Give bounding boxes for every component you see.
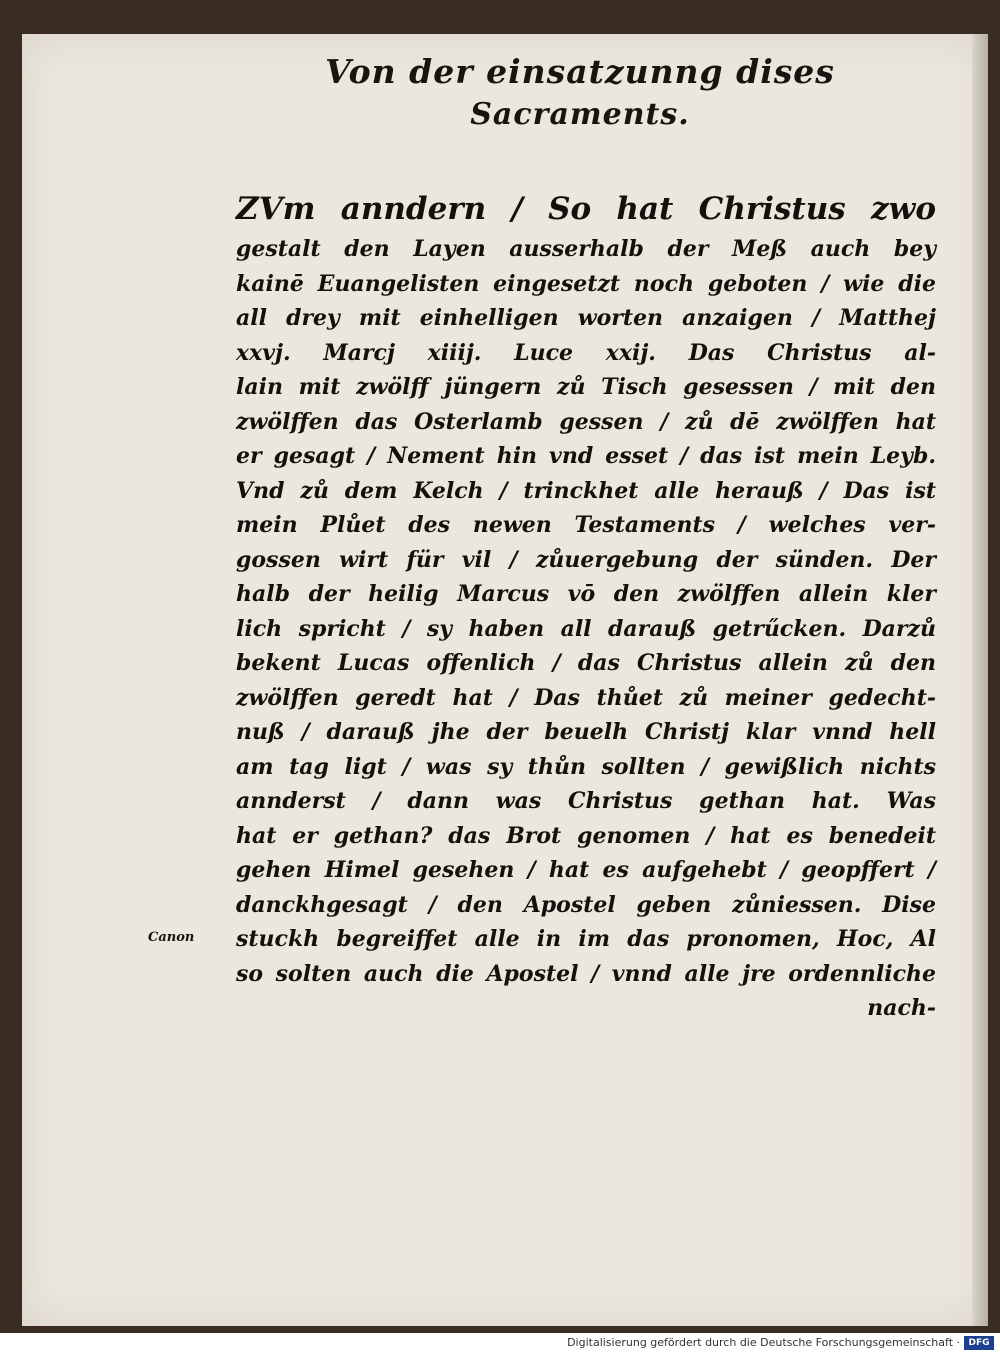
page-edge <box>972 34 988 1326</box>
text-line: mein Plůet des newen Testaments / welches ver- <box>236 512 936 538</box>
footer <box>0 1333 1000 1354</box>
text-line: halb der heilig Marcus vō den zwölffen allein kler <box>236 581 936 607</box>
page-title-line-1: Von der einsatzunng dises <box>325 52 835 91</box>
text-line: danckhgesagt / den Apostel geben zůniessen. Dise <box>236 891 936 918</box>
page-title-line-2: Sacraments. <box>470 97 690 132</box>
catchword: nach- <box>867 995 936 1021</box>
body-text <box>236 186 936 1026</box>
text-line: ZVm anndern / So hat Christus zwo <box>236 191 936 227</box>
text-line: all drey mit einhelligen worten anzaigen / Matthej <box>236 305 936 331</box>
footer-credit: Digitalisierung gefördert durch die Deutsche Forschungsgemeinschaft · <box>567 1336 960 1349</box>
text-line: Vnd zů dem Kelch / trinckhet alle herauß / Das ist <box>236 477 936 504</box>
text-line: hat er gethan? das Brot genomen / hat es benedeit <box>236 822 936 849</box>
text-line: kainē Euangelisten eingesetzt noch geboten / wie die <box>236 270 936 297</box>
dfg-logo: DFG <box>964 1336 994 1350</box>
text-line: lain mit zwölff jüngern zů Tisch gesessen / mit den <box>236 374 936 400</box>
text-line: gestalt den Layen ausserhalb der Meß auch bey <box>236 236 936 262</box>
text-line: am tag ligt / was sy thůn sollten / gewißlich nichts <box>236 753 936 780</box>
text-line: zwölffen das Osterlamb gessen / zů dē zwölffen hat <box>236 408 936 435</box>
text-line: er gesagt / Nement hin vnd esset / das ist mein Leyb. <box>236 443 936 469</box>
text-line: xxvj. Marcj xiiij. Luce xxij. Das Christus al- <box>236 339 936 366</box>
text-line: stuckh begreiffet alle in im das pronomen, Hoc, Al <box>236 926 936 952</box>
text-line: annderst / dann was Christus gethan hat. Was <box>236 788 936 814</box>
text-line: zwölffen geredt hat / Das thůet zů meiner gedecht- <box>236 684 936 711</box>
text-line: lich spricht / sy haben all darauß getrűcken. Darzů <box>236 615 936 642</box>
text-line: bekent Lucas offenlich / das Christus allein zů den <box>236 650 936 676</box>
text-line: gossen wirt für vil / zůuergebung der sünden. Der <box>236 546 936 573</box>
marginal-note: Canon <box>148 930 195 945</box>
text-line: so solten auch die Apostel / vnnd alle jre ordennliche <box>236 960 936 987</box>
text-line: gehen Himel gesehen / hat es aufgehebt / geopffert / <box>236 857 936 883</box>
text-line: nuß / darauß jhe der beuelh Christj klar vnnd hell <box>236 719 936 745</box>
